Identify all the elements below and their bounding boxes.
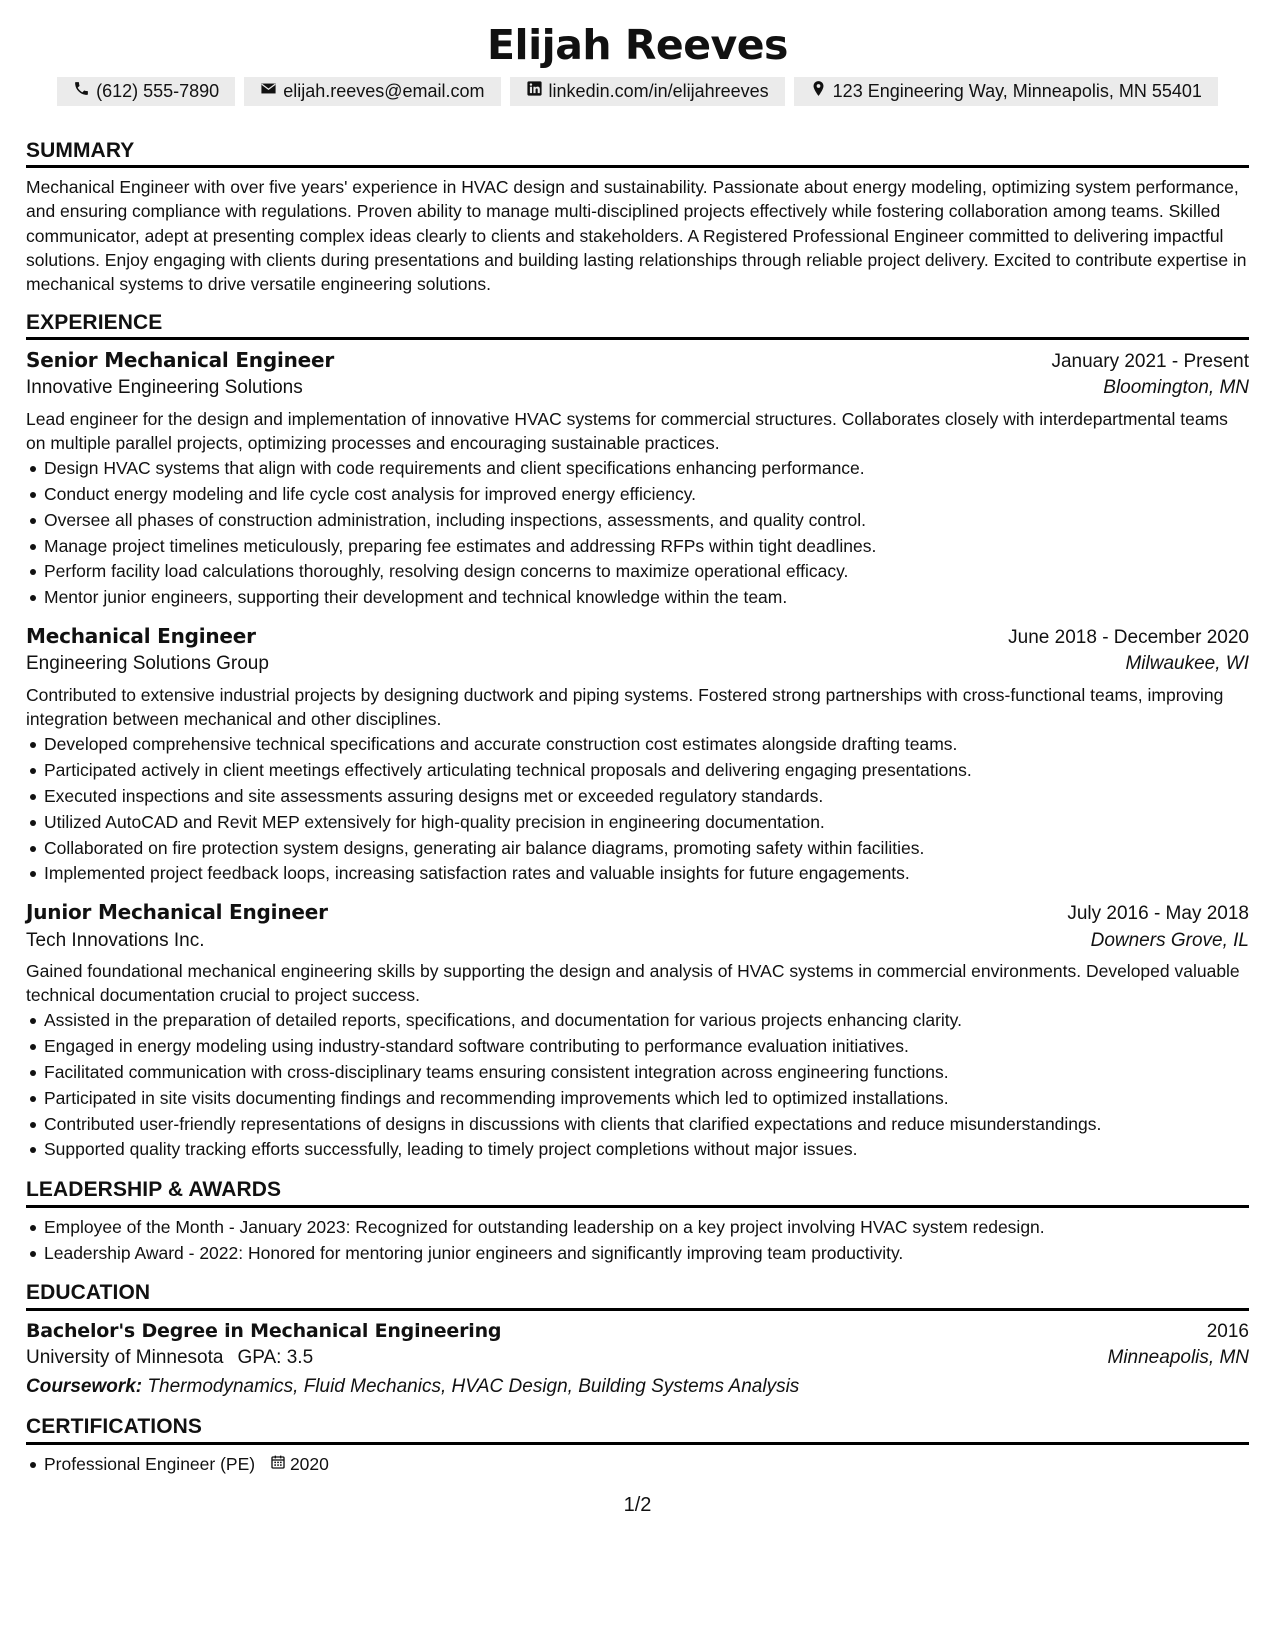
certification-date [270, 1452, 329, 1478]
job-entry [26, 347, 1249, 611]
education-school: University of Minnesota [26, 1346, 224, 1368]
leadership-list [26, 1215, 1249, 1267]
job-location: Downers Grove, IL [1090, 929, 1249, 951]
job-dates: July 2016 - May 2018 [1067, 903, 1249, 925]
job-company: Engineering Solutions Group [26, 653, 269, 675]
education-heading: EDUCATION [26, 1280, 1249, 1310]
job-bullets [26, 1008, 1249, 1163]
list-item: Utilized AutoCAD and Revit MEP extensively for high-quality precision in engineering documentation. [44, 810, 1249, 836]
leadership-heading: LEADERSHIP & AWARDS [26, 1177, 1249, 1207]
experience-heading: EXPERIENCE [26, 310, 1249, 340]
list-item: Supported quality tracking efforts successfully, leading to timely project completions without major issues. [44, 1137, 1249, 1163]
calendar-icon [270, 1452, 286, 1478]
list-item: Engaged in energy modeling using industry-standard software contributing to performance evaluation initiatives. [44, 1034, 1249, 1060]
list-item: Conduct energy modeling and life cycle cost analysis for improved energy efficiency. [44, 482, 1249, 508]
contact-address [794, 77, 1218, 106]
contact-phone [57, 77, 235, 106]
contact-email [244, 77, 500, 106]
experience-section [26, 310, 1249, 1163]
job-company: Innovative Engineering Solutions [26, 377, 303, 399]
list-item: Manage project timelines meticulously, preparing fee estimates and addressing RFPs within tight deadlines. [44, 534, 1249, 560]
job-title: Senior Mechanical Engineer [26, 348, 335, 373]
list-item: Leadership Award - 2022: Honored for mentoring junior engineers and significantly improving team productivity. [44, 1241, 1249, 1267]
list-item: Developed comprehensive technical specifications and accurate construction cost estimates alongside drafting teams. [44, 732, 1249, 758]
certifications-list [26, 1452, 1249, 1478]
page-number: 1/2 [623, 1494, 652, 1516]
leadership-section [26, 1177, 1249, 1266]
phone-icon [73, 79, 90, 104]
job-company: Tech Innovations Inc. [26, 929, 205, 951]
education-gpa: GPA: 3.5 [237, 1346, 314, 1368]
certification-name: Professional Engineer (PE) [44, 1453, 256, 1474]
job-title: Junior Mechanical Engineer [26, 900, 328, 925]
education-location: Minneapolis, MN [1107, 1346, 1249, 1368]
list-item: Implemented project feedback loops, increasing satisfaction rates and valuable insights for future engagements. [44, 861, 1249, 887]
job-description: Lead engineer for the design and implementation of innovative HVAC systems for commercial structures. Collaborates closely with interdepartmental teams on multiple parallel projects, optimizing processes and encouraging sustainable practices. [26, 408, 1228, 453]
list-item: Executed inspections and site assessments assuring designs met or exceeded regulatory standards. [44, 784, 1249, 810]
map-pin-icon [810, 79, 827, 104]
job-location: Bloomington, MN [1103, 377, 1249, 399]
envelope-icon [260, 79, 277, 104]
job-description: Contributed to extensive industrial projects by designing ductwork and piping systems. Fostered strong partnerships with cross-functional teams, improving integration between mechanical and other disciplines. [26, 684, 1224, 729]
list-item: Design HVAC systems that align with code requirements and client specifications enhancing performance. [44, 456, 1249, 482]
education-coursework [26, 1374, 1249, 1400]
summary-text: Mechanical Engineer with over five years' experience in HVAC design and sustainability. Passionate about energy modeling, optimizing system performance, and ensuring compliance with regulations. Proven ability to manage multi-disciplined projects effectively while fostering collaboration among teams. Skilled communicator, adept at presenting complex ideas clearly to clients and stakeholders. A Registered Professional Engineer committed to delivering impactful solutions. Enjoy engaging with clients during presentations and building lasting relationships through reliable project delivery. Excited to contribute expertise in mechanical systems to drive versatile engineering solutions. [26, 177, 1247, 294]
contact-email-text: elijah.reeves@email.com [283, 81, 485, 102]
certifications-section [26, 1414, 1249, 1477]
coursework-label: Coursework: [26, 1376, 143, 1398]
certification-year: 2020 [289, 1453, 329, 1474]
job-entry [26, 899, 1249, 1163]
list-item: Participated actively in client meetings effectively articulating technical proposals and delivering engaging presentations. [44, 758, 1249, 784]
list-item: Perform facility load calculations thoroughly, resolving design concerns to maximize operational efficacy. [44, 559, 1249, 585]
list-item [44, 1452, 1249, 1478]
job-title: Mechanical Engineer [26, 624, 256, 649]
list-item: Mentor junior engineers, supporting their development and technical knowledge within the team. [44, 585, 1249, 611]
certifications-heading: CERTIFICATIONS [26, 1414, 1249, 1444]
contact-phone-text: (612) 555-7890 [96, 81, 220, 102]
contact-address-text: 123 Engineering Way, Minneapolis, MN 55401 [832, 81, 1202, 102]
education-school-line [26, 1345, 313, 1371]
job-dates: June 2018 - December 2020 [1008, 627, 1249, 649]
education-degree: Bachelor's Degree in Mechanical Engineering [26, 1319, 502, 1342]
job-entry [26, 623, 1249, 887]
contact-linkedin [510, 77, 785, 106]
job-dates: January 2021 - Present [1051, 351, 1249, 373]
education-section [26, 1280, 1249, 1400]
job-bullets [26, 456, 1249, 611]
job-bullets [26, 732, 1249, 887]
candidate-name: Elijah Reeves [487, 21, 788, 69]
list-item: Participated in site visits documenting findings and recommending improvements which led to optimized installations. [44, 1086, 1249, 1112]
list-item: Employee of the Month - January 2023: Recognized for outstanding leadership on a key project involving HVAC system redesign. [44, 1215, 1249, 1241]
list-item: Facilitated communication with cross-disciplinary teams ensuring consistent integration across engineering functions. [44, 1060, 1249, 1086]
contact-linkedin-text: linkedin.com/in/elijahreeves [548, 81, 769, 102]
coursework-list: Thermodynamics, Fluid Mechanics, HVAC Design, Building Systems Analysis [147, 1376, 800, 1398]
summary-section [26, 138, 1249, 296]
list-item: Collaborated on fire protection system designs, generating air balance diagrams, promoting safety within facilities. [44, 836, 1249, 862]
job-description: Gained foundational mechanical engineering skills by supporting the design and analysis of HVAC systems in commercial environments. Developed valuable technical documentation crucial to project success. [26, 960, 1240, 1005]
list-item: Oversee all phases of construction administration, including inspections, assessments, and quality control. [44, 508, 1249, 534]
list-item: Assisted in the preparation of detailed reports, specifications, and documentation for various projects enhancing clarity. [44, 1008, 1249, 1034]
job-location: Milwaukee, WI [1125, 653, 1249, 675]
education-year: 2016 [1206, 1320, 1249, 1342]
summary-heading: SUMMARY [26, 138, 1249, 168]
list-item: Contributed user-friendly representations of designs in discussions with clients that clarified expectations and reduce misunderstandings. [44, 1112, 1249, 1138]
linkedin-icon [526, 79, 543, 104]
contact-bar [26, 77, 1249, 106]
